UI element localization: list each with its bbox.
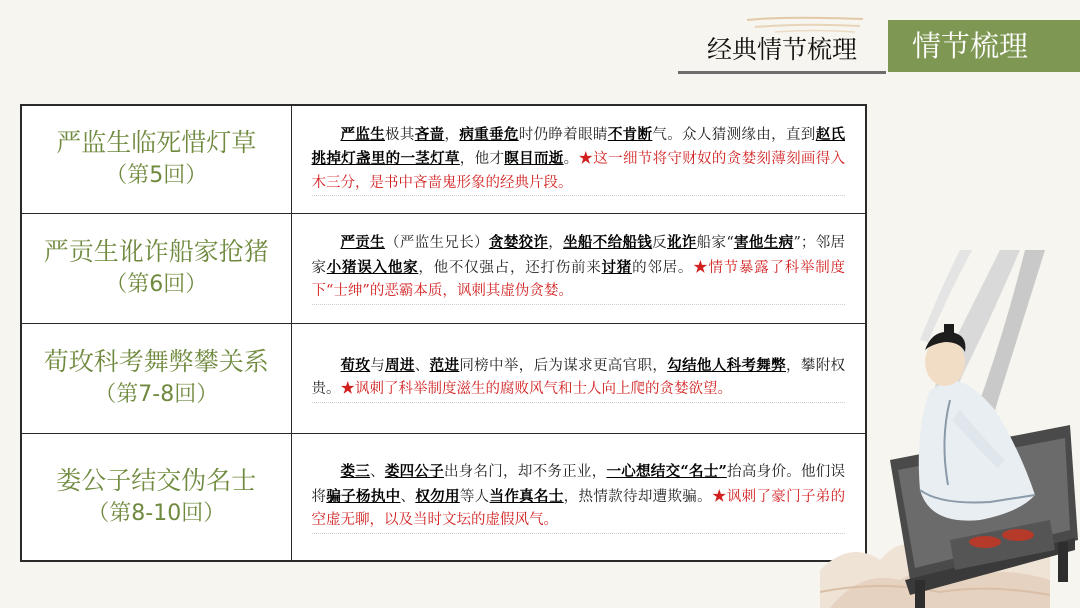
episode-title-cell: [21, 213, 291, 323]
keyword-text: 害他生病: [733, 234, 794, 252]
episode-description-cell: [291, 105, 866, 213]
description-text: 出身名门，却不务正业，: [443, 464, 607, 480]
episode-description-cell: [291, 213, 866, 323]
commentary-text: ★讽刺了豪门子弟的空虚无聊，以及当时文坛的虚假风气。: [311, 488, 846, 528]
keyword-text: 吝啬: [414, 125, 445, 143]
keyword-text: 骗子杨执中: [326, 487, 401, 505]
description-text: 气。众人猜测缘由，直到: [652, 126, 816, 143]
commentary-text: ★讽刺了科举制度滋生的腐败风气和士人向上爬的贪婪欲望。: [340, 381, 732, 397]
keyword-text: 瞑目而逝: [504, 150, 564, 167]
description-text: （严监生兄长）: [385, 235, 489, 252]
episode-title: 严贡生讹诈船家抢猪: [43, 237, 269, 266]
table-row: [21, 323, 866, 433]
keyword-text: 不肯断: [607, 125, 653, 143]
description-text: 抬高身价。他们误将: [311, 464, 846, 505]
keyword-text: 娄四公子: [384, 463, 444, 480]
description-text: 等人: [459, 488, 490, 505]
section-badge: 情节梳理: [888, 20, 1080, 72]
description-text: 、: [400, 488, 416, 505]
table-row: [21, 213, 866, 323]
episode-title: 严监生临死惜灯草: [56, 128, 257, 158]
keyword-text: 一心想结交“名士”: [606, 463, 727, 480]
plot-table: [20, 104, 867, 562]
description-text: 与: [370, 357, 386, 374]
description-text: 的邻居。: [632, 259, 694, 276]
episode-title-cell: [21, 433, 291, 561]
description-text: ，攀附权贵。: [311, 357, 846, 397]
keyword-text: 小猪误入他家: [326, 258, 419, 276]
description-text: 船家“: [696, 235, 734, 252]
table-row: [21, 105, 866, 213]
description-text: 极其: [385, 126, 415, 143]
keyword-text: 讹诈: [666, 234, 697, 252]
episode-description: [312, 231, 846, 305]
keyword-text: 当作真名士: [489, 487, 564, 505]
keyword-text: 娄三: [340, 463, 371, 480]
description-text: ，: [548, 235, 564, 252]
description-text: 、: [370, 464, 385, 480]
commentary-text: ★这一细节将守财奴的贪婪刻薄刻画得入木三分，是书中吝啬鬼形象的经典片段。: [311, 151, 846, 191]
keyword-text: 权勿用: [415, 487, 460, 505]
episode-title: 娄公子结交伪名士: [56, 465, 257, 495]
episode-title: 荀玫科考舞弊攀关系: [43, 347, 269, 376]
description-text: ”；邻居家: [311, 235, 846, 276]
table-row: [21, 433, 866, 561]
keyword-text: 勾结他人科考舞弊: [667, 356, 787, 374]
episode-title-cell: [21, 323, 291, 433]
scholar-illustration: [820, 250, 1080, 608]
keyword-text: 范进: [429, 356, 460, 374]
episode-description: [312, 123, 846, 197]
episode-chapter: （第7-8回）: [94, 382, 219, 407]
description-text: 。: [563, 151, 579, 167]
episode-chapter: （第6回）: [105, 272, 208, 297]
keyword-text: 病重垂危: [459, 125, 519, 143]
brush-stroke-decoration: [745, 14, 865, 34]
description-text: 时仍睁着眼睛: [518, 126, 608, 143]
description-text: 同榜中举，后为谋求更高官职，: [459, 357, 668, 374]
description-text: 、: [414, 357, 430, 374]
keyword-text: 周进: [385, 356, 415, 374]
keyword-text: 荀玫: [340, 356, 371, 374]
episode-chapter: （第8-10回）: [87, 500, 226, 526]
section-subtitle: 经典情节梳理: [678, 32, 886, 74]
episode-description: [312, 460, 846, 534]
commentary-text: ★情节暴露了科举制度下“士绅”的恶霸本质，讽刺其虚伪贪婪。: [311, 259, 846, 300]
episode-title-cell: [21, 105, 291, 213]
description-text: ，他不仅强占，还打伤前来: [418, 259, 602, 276]
description-text: 反: [652, 235, 667, 252]
keyword-text: 严监生: [340, 125, 386, 143]
keyword-text: 贪婪狡诈: [488, 234, 549, 252]
episode-description-cell: [291, 323, 866, 433]
keyword-text: 赵氏挑掉灯盏里的一茎灯草: [311, 125, 846, 167]
episode-description: [312, 354, 846, 403]
description-text: ，他才: [459, 151, 505, 167]
keyword-text: 严贡生: [340, 234, 386, 252]
episode-description-cell: [291, 433, 866, 561]
keyword-text: 坐船不给船钱: [563, 234, 653, 252]
episode-chapter: （第5回）: [105, 163, 208, 189]
keyword-text: 讨猪: [601, 258, 633, 276]
description-text: ，: [444, 126, 460, 143]
description-text: ，热情款待却遭欺骗。: [563, 488, 712, 505]
